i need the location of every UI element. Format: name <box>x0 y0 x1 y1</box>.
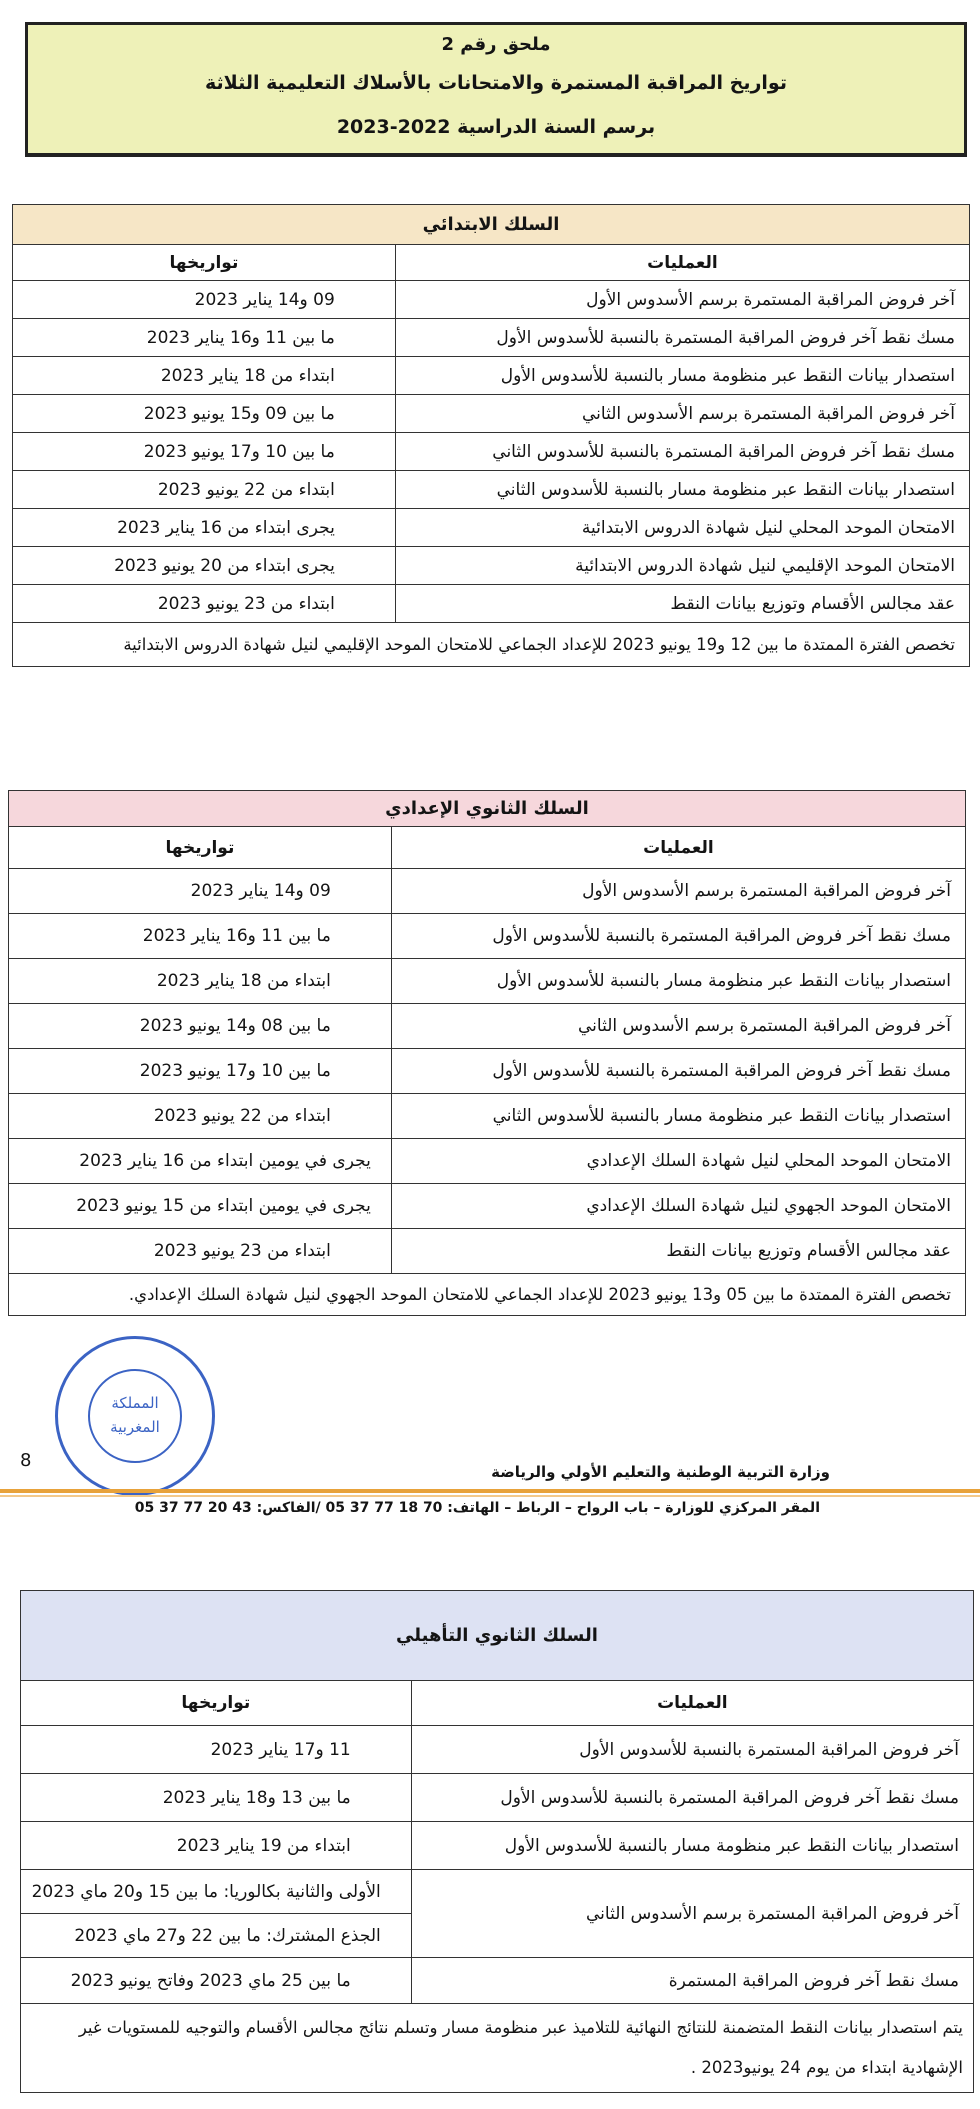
table-title: السلك الثانوي الإعدادي <box>9 791 966 827</box>
official-stamp <box>55 1336 215 1496</box>
ministry-name: وزارة التربية الوطنية والتعليم الأولي والرياضة <box>491 1463 830 1481</box>
column-header-operations: العمليات <box>411 1681 973 1726</box>
column-header-operations: العمليات <box>391 827 965 869</box>
column-header-dates: تواريخها <box>21 1681 412 1726</box>
table-row: عقد مجالس الأقسام وتوزيع بيانات النقط ابتداء من 23 يونيو 2023 <box>13 585 970 623</box>
school-year: برسم السنة الدراسية 2022-2023 <box>336 116 656 138</box>
table-row: استصدار بيانات النقط عبر منظومة مسار بالنسبة للأسدوس الثاني ابتداء من 22 يونيو 2023 <box>9 1094 966 1139</box>
stamp-center: المملكة المغربية <box>88 1369 182 1463</box>
table-note: تخصص الفترة الممتدة ما بين 12 و19 يونيو 2023 للإعداد الجماعي للامتحان الموحد الإقليمي لنيل شهادة الدروس الابتدائية <box>13 623 970 667</box>
table-row: مسك نقط آخر فروض المراقبة المستمرة بالنسبة للأسدوس الأول ما بين 11 و16 يناير 2023 <box>9 914 966 959</box>
table-row: آخر فروض المراقبة المستمرة برسم الأسدوس الأول 09 و14 يناير 2023 <box>13 281 970 319</box>
table-row: مسك نقط آخر فروض المراقبة المستمرة ما بين 25 ماي 2023 وفاتح يونيو 2023 <box>21 1958 974 2004</box>
primary-table <box>12 204 970 667</box>
table-row: مسك نقط آخر فروض المراقبة المستمرة بالنسبة للأسدوس الأول ما بين 10 و17 يونيو 2023 <box>9 1049 966 1094</box>
table-row: الامتحان الموحد الإقليمي لنيل شهادة الدروس الابتدائية يجرى ابتداء من 20 يونيو 2023 <box>13 547 970 585</box>
table-title: السلك الابتدائي <box>13 205 970 245</box>
table-row: مسك نقط آخر فروض المراقبة المستمرة بالنسبة للأسدوس الأول ما بين 13 و18 يناير 2023 <box>21 1774 974 1822</box>
table-row: الامتحان الموحد الجهوي لنيل شهادة السلك الإعدادي يجرى في يومين ابتداء من 15 يونيو 2023 <box>9 1184 966 1229</box>
column-header-dates: تواريخها <box>13 245 396 281</box>
table-row: مسك نقط آخر فروض المراقبة المستمرة بالنسبة للأسدوس الأول ما بين 11 و16 يناير 2023 <box>13 319 970 357</box>
secondary-table <box>20 1590 974 2093</box>
table-row: آخر فروض المراقبة المستمرة بالنسبة للأسدوس الأول 11 و17 يناير 2023 <box>21 1726 974 1774</box>
table-row: استصدار بيانات النقط عبر منظومة مسار بالنسبة للأسدوس الثاني ابتداء من 22 يونيو 2023 <box>13 471 970 509</box>
column-header-dates: تواريخها <box>9 827 392 869</box>
table-title: السلك الثانوي التأهيلي <box>21 1591 974 1681</box>
middle-school-table <box>8 790 966 1316</box>
annex-header <box>25 22 967 157</box>
table-row: آخر فروض المراقبة المستمرة برسم الأسدوس الأول 09 و14 يناير 2023 <box>9 869 966 914</box>
table-row: الامتحان الموحد المحلي لنيل شهادة السلك الإعدادي يجرى في يومين ابتداء من 16 يناير 2023 <box>9 1139 966 1184</box>
table-row: استصدار بيانات النقط عبر منظومة مسار بالنسبة للأسدوس الأول ابتداء من 19 يناير 2023 <box>21 1822 974 1870</box>
table-row: استصدار بيانات النقط عبر منظومة مسار بالنسبة للأسدوس الأول ابتداء من 18 يناير 2023 <box>13 357 970 395</box>
table-row: الامتحان الموحد المحلي لنيل شهادة الدروس الابتدائية يجرى ابتداء من 16 يناير 2023 <box>13 509 970 547</box>
table-row: الجذع المشترك: ما بين 22 و27 ماي 2023 <box>21 1914 974 1958</box>
footer-divider <box>0 1489 980 1493</box>
table-note: تخصص الفترة الممتدة ما بين 05 و13 يونيو 2023 للإعداد الجماعي للامتحان الموحد الجهوي لنيل شهادة السلك الإعدادي. <box>9 1274 966 1316</box>
table-note: يتم استصدار بيانات النقط المتضمنة للنتائج النهائية للتلاميذ عبر منظومة مسار وتسلم نتائج مجالس الأقسام والتوجيه للمستويات غير الإشهادية ابتداء من يوم 24 يونيو2023 . <box>21 2004 974 2093</box>
column-header-operations: العمليات <box>395 245 969 281</box>
page-number: 8 <box>20 1450 32 1471</box>
ministry-address: المقر المركزي للوزارة – باب الرواح – الرباط – الهاتف: 70 18 77 37 05 /الفاكس: 43 20 77 37 05 <box>134 1500 820 1516</box>
table-row: استصدار بيانات النقط عبر منظومة مسار بالنسبة للأسدوس الأول ابتداء من 18 يناير 2023 <box>9 959 966 1004</box>
table-row: آخر فروض المراقبة المستمرة برسم الأسدوس الثاني ما بين 09 و15 يونيو 2023 <box>13 395 970 433</box>
table-row: آخر فروض المراقبة المستمرة برسم الأسدوس الثاني الأولى والثانية بكالوريا: ما بين 15 و20 ماي 2023 <box>21 1870 974 1914</box>
table-row: عقد مجالس الأقسام وتوزيع بيانات النقط ابتداء من 23 يونيو 2023 <box>9 1229 966 1274</box>
footer-divider-thin <box>0 1495 980 1497</box>
table-row: مسك نقط آخر فروض المراقبة المستمرة بالنسبة للأسدوس الثاني ما بين 10 و17 يونيو 2023 <box>13 433 970 471</box>
table-row: آخر فروض المراقبة المستمرة برسم الأسدوس الثاني ما بين 08 و14 يونيو 2023 <box>9 1004 966 1049</box>
annex-number: ملحق رقم 2 <box>441 34 551 55</box>
annex-title: تواريخ المراقبة المستمرة والامتحانات بالأسلاك التعليمية الثلاثة <box>205 72 787 94</box>
